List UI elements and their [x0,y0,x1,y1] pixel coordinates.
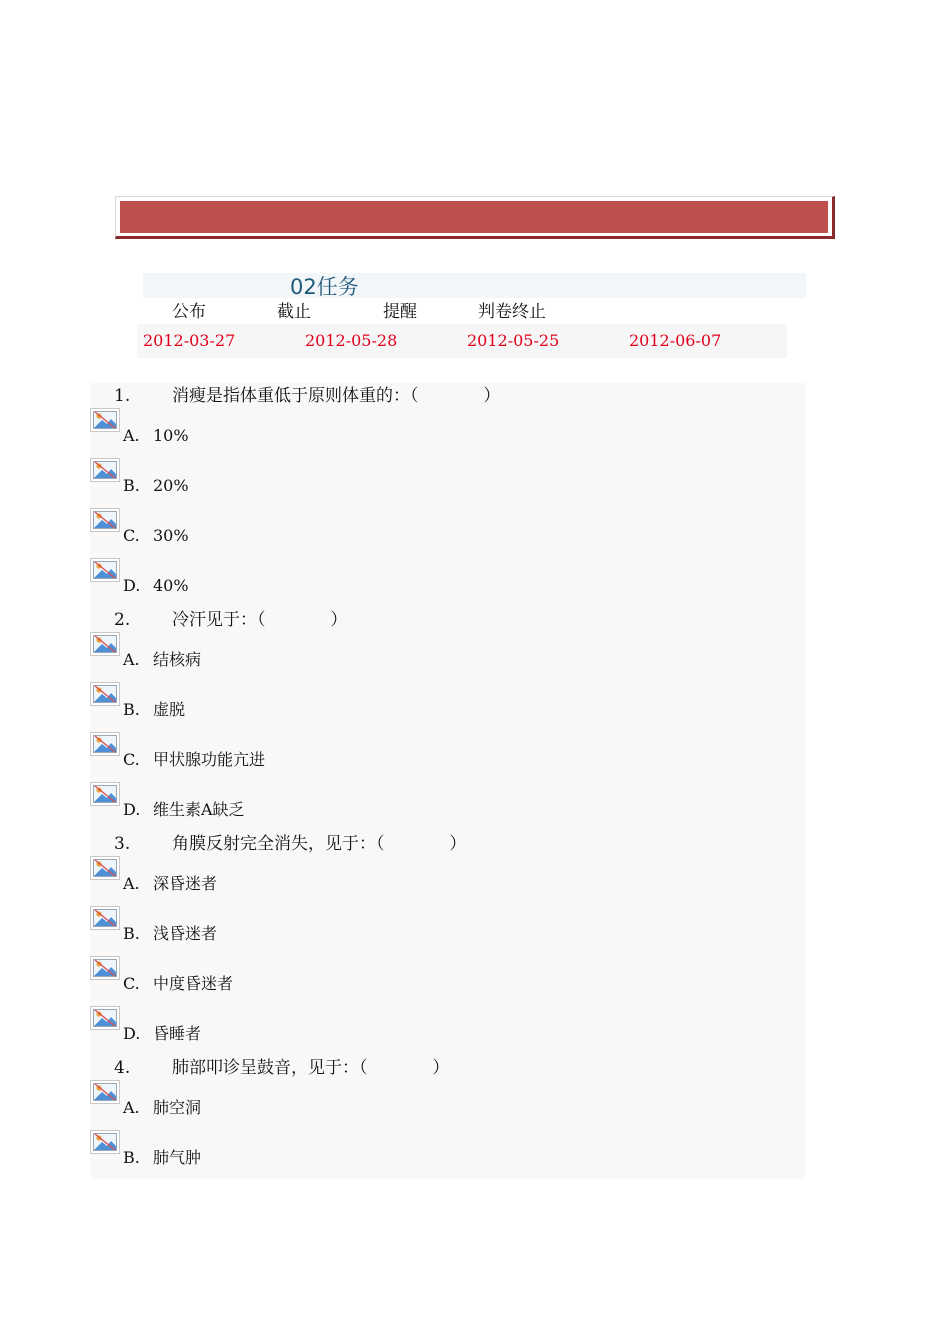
broken-image-icon[interactable] [90,906,120,930]
option-text: 肺空洞 [153,1098,202,1117]
broken-image-icon[interactable] [90,1006,120,1030]
date-deadline: 2012-05-28 [305,331,398,350]
question-stem: 角膜反射完全消失，见于：（ ） [172,834,467,854]
option-letter: C. [123,750,140,769]
option-text: 40% [153,576,189,595]
task-title: 02任务 [290,275,359,299]
question-text [114,832,466,856]
option-letter: A. [123,426,140,445]
option-text: 30% [153,526,189,545]
answer-option[interactable] [123,749,265,771]
option-letter: A. [123,650,140,669]
answer-option[interactable] [123,973,233,995]
option-letter: B. [123,476,140,495]
option-letter: D. [123,1024,141,1043]
answer-option[interactable] [123,1097,201,1119]
option-letter: D. [123,576,141,595]
option-letter: C. [123,526,140,545]
question-stem: 消瘦是指体重低于原则体重的：（ ） [172,386,501,406]
option-text: 10% [153,426,189,445]
date-grading-end: 2012-06-07 [629,331,722,350]
answer-option[interactable] [123,575,189,597]
answer-option[interactable] [123,475,189,497]
header-banner-bar [120,201,828,233]
option-text: 昏睡者 [153,1024,202,1043]
option-text: 浅昏迷者 [153,924,218,943]
answer-option[interactable] [123,425,189,447]
header-grading-end: 判卷终止 [478,302,546,322]
broken-image-icon[interactable] [90,558,120,582]
option-text: 维生素A缺乏 [153,800,245,819]
header-publish: 公布 [172,302,206,322]
date-reminder: 2012-05-25 [467,331,560,350]
broken-image-icon[interactable] [90,732,120,756]
broken-image-icon[interactable] [90,632,120,656]
question-text [114,384,500,408]
option-text: 深昏迷者 [153,874,218,893]
broken-image-icon[interactable] [90,1130,120,1154]
task-header-bg [143,273,806,298]
option-letter: A. [123,1098,140,1117]
broken-image-icon[interactable] [90,408,120,432]
option-text: 中度昏迷者 [153,974,234,993]
question-stem: 冷汗见于：（ ） [172,610,348,630]
option-text: 20% [153,476,189,495]
option-letter: A. [123,874,140,893]
header-deadline: 截止 [277,302,311,322]
option-text: 肺气肿 [153,1148,202,1167]
question-number: 4. [114,1058,131,1078]
broken-image-icon[interactable] [90,782,120,806]
option-text: 结核病 [153,650,202,669]
answer-option[interactable] [123,649,201,671]
header-reminder: 提醒 [383,302,417,322]
option-letter: B. [123,1148,140,1167]
broken-image-icon[interactable] [90,682,120,706]
option-letter: B. [123,924,140,943]
broken-image-icon[interactable] [90,1080,120,1104]
option-text: 虚脱 [153,700,186,719]
option-letter: B. [123,700,140,719]
header-banner [115,196,835,239]
question-number: 3. [114,834,131,854]
answer-option[interactable] [123,873,217,895]
question-text [114,1056,449,1080]
question-number: 2. [114,610,131,630]
option-letter: D. [123,800,141,819]
answer-option[interactable] [123,923,217,945]
broken-image-icon[interactable] [90,508,120,532]
answer-option[interactable] [123,1147,201,1169]
question-stem: 肺部叩诊呈鼓音，见于：（ ） [172,1058,450,1078]
broken-image-icon[interactable] [90,458,120,482]
broken-image-icon[interactable] [90,856,120,880]
question-text [114,608,347,632]
option-letter: C. [123,974,140,993]
question-number: 1. [114,386,131,406]
answer-option[interactable] [123,799,245,821]
answer-option[interactable] [123,699,185,721]
answer-option[interactable] [123,525,189,547]
option-text: 甲状腺功能亢进 [153,750,266,769]
answer-option[interactable] [123,1023,201,1045]
date-publish: 2012-03-27 [143,331,236,350]
broken-image-icon[interactable] [90,956,120,980]
